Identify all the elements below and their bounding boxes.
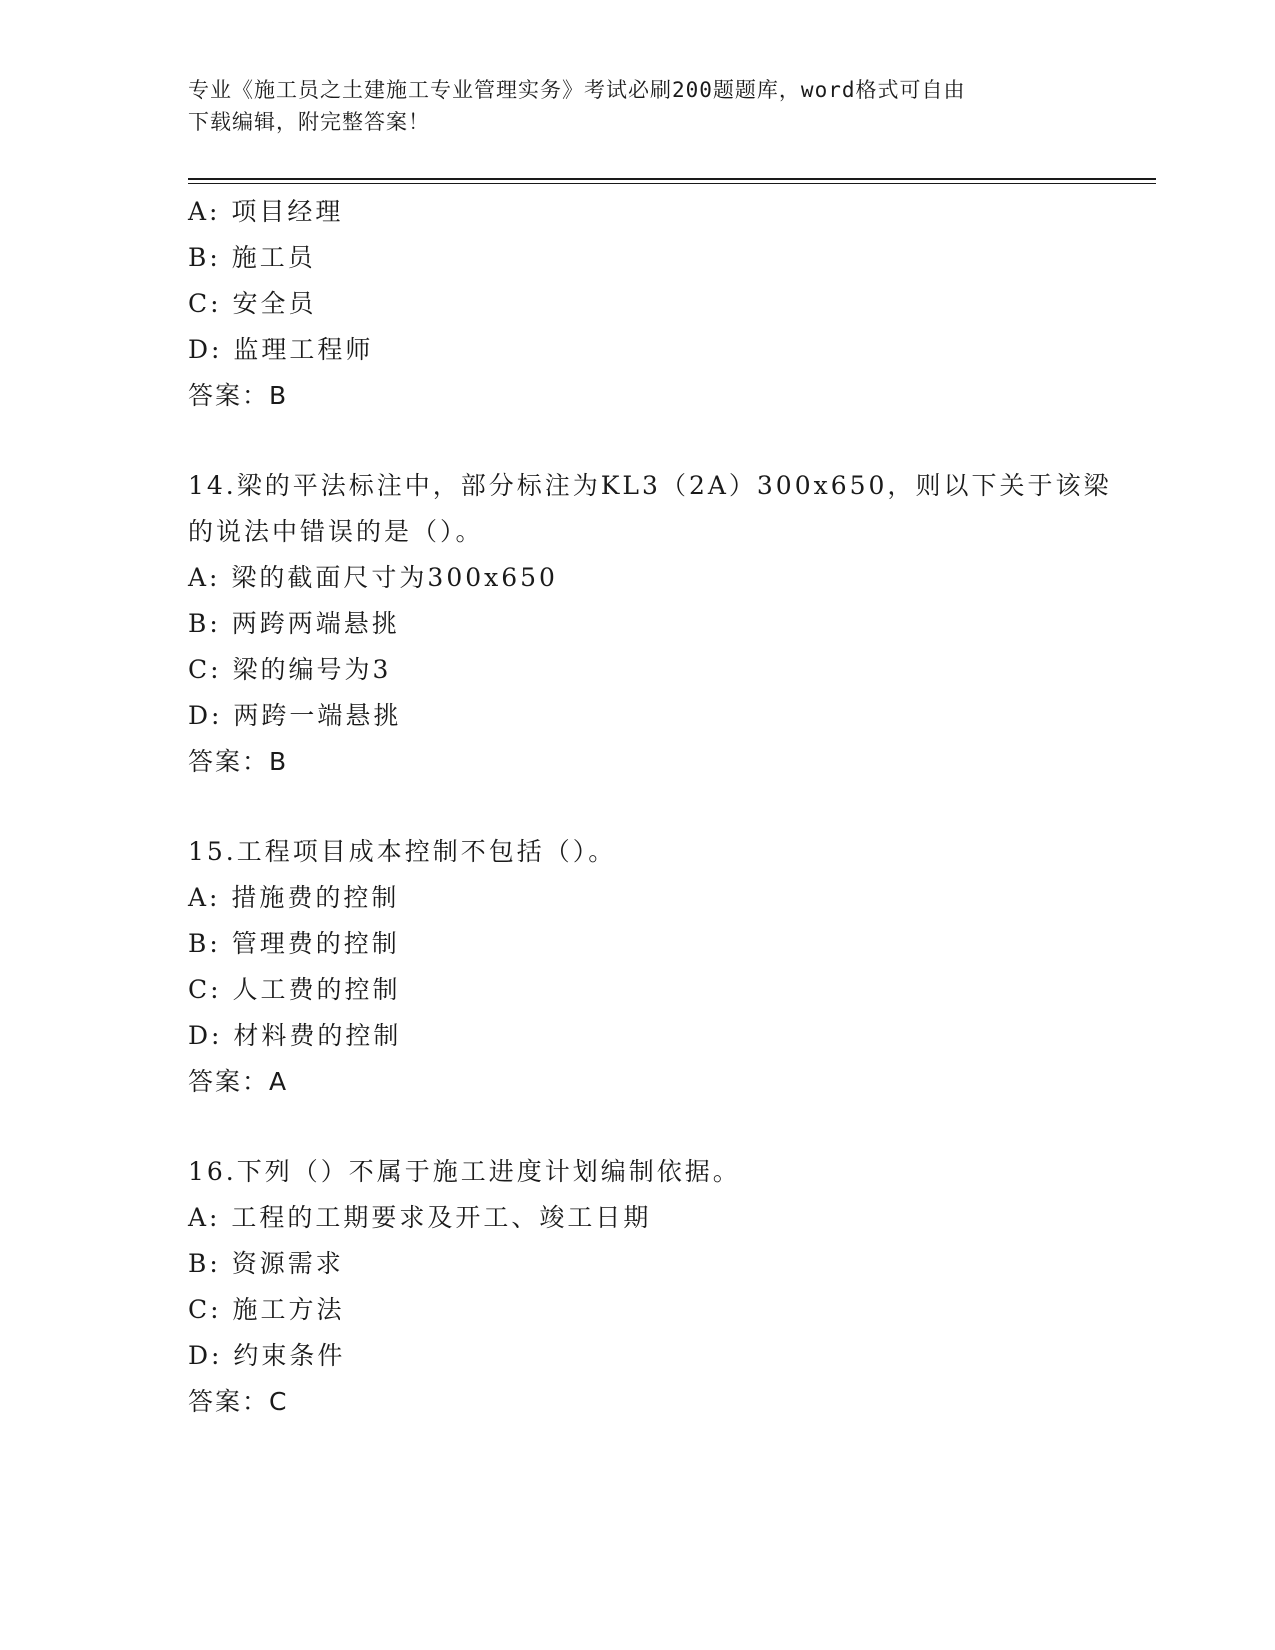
option-d: D: 两跨一端悬挑 [188,701,402,730]
question-block-continued [188,189,1108,419]
question-text-line-1: 16.下列（）不属于施工进度计划编制依据。 [188,1157,741,1186]
question-text-line-2: 的说法中错误的是（）。 [188,517,484,546]
option-b: B: 管理费的控制 [188,929,400,958]
option-d: D: 监理工程师 [188,335,374,364]
question-text-line-1: 15.工程项目成本控制不包括（）。 [188,837,617,866]
question-text-line-1: 14.梁的平法标注中，部分标注为KL3（2A）300x650，则以下关于该梁 [188,471,1112,500]
document-header [188,74,1068,138]
option-b: B: 施工员 [188,243,316,272]
option-a: A: 工程的工期要求及开工、竣工日期 [188,1203,652,1232]
option-a: A: 措施费的控制 [188,883,400,912]
answer-line: 答案：C [188,1387,289,1416]
option-c: C: 梁的编号为3 [188,655,392,684]
question-list [188,189,1112,1425]
header-line-2: 下载编辑，附完整答案！ [188,110,430,134]
answer-line: 答案：B [188,381,289,410]
header-line-1: 专业《施工员之土建施工专业管理实务》考试必刷200题题库，word格式可自由 [188,78,966,102]
option-a: A: 梁的截面尺寸为300x650 [188,563,558,592]
option-d: D: 材料费的控制 [188,1021,402,1050]
header-divider-thin [188,183,1156,184]
question-block-14 [188,463,1112,785]
option-b: B: 资源需求 [188,1249,344,1278]
option-d: D: 约束条件 [188,1341,346,1370]
answer-line: 答案：A [188,1067,289,1096]
header-divider-thick [188,178,1156,180]
option-a: A: 项目经理 [188,197,344,226]
option-c: C: 安全员 [188,289,317,318]
question-block-15 [188,829,1108,1105]
option-c: C: 人工费的控制 [188,975,401,1004]
question-block-16 [188,1149,1108,1425]
spacer [188,785,1108,829]
answer-line: 答案：B [188,747,289,776]
spacer [188,1105,1108,1149]
option-b: B: 两跨两端悬挑 [188,609,400,638]
spacer [188,419,1108,463]
option-c: C: 施工方法 [188,1295,345,1324]
